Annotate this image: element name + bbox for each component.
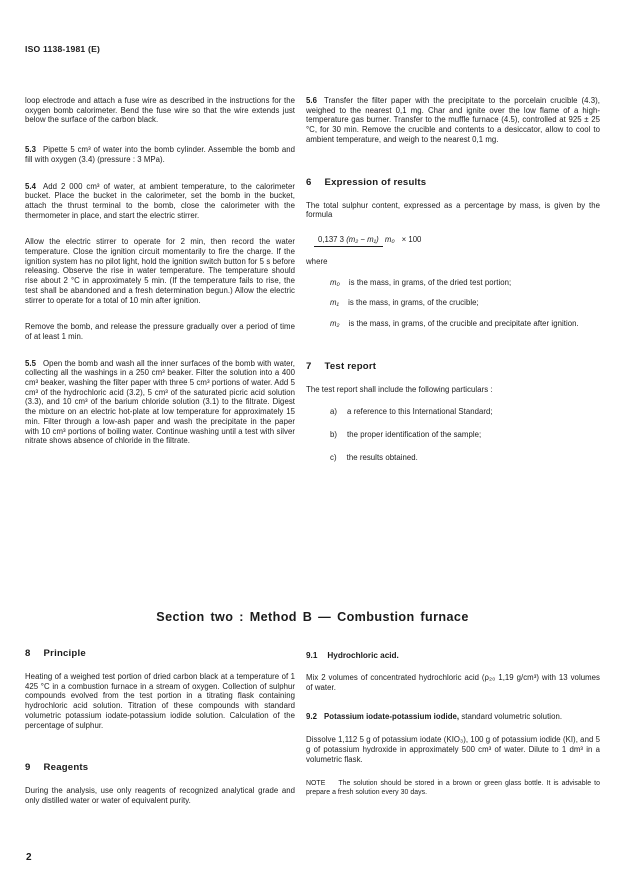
heading-reagents [25, 762, 295, 773]
formula-fraction [314, 235, 395, 244]
clause-number: 5.5 [25, 358, 36, 368]
note-paragraph [306, 780, 600, 797]
section-two-title: Section two : Method B — Combustion furnace [156, 610, 469, 624]
heading-number: 9 [25, 762, 31, 774]
clause-text: Add 2 000 cm³ of water, at ambient temperature, to the calorimeter bucket. Place the bucket in the calorimeter, set the bomb in the bucket, attach the thrust terminal to the bomb, close the calorimeter with the thermometer in place, and start the electric stirrer. [25, 181, 295, 220]
list-text: the results obtained. [346, 452, 418, 462]
report-item-a [306, 407, 600, 417]
formula-numerator-vars: (m₂ − m₁) [346, 234, 379, 244]
paragraph-principle: Heating of a weighed test portion of dried carbon black at a temperature of 1 425 °C in a combustion furnace in a stream of oxygen. Collection of sulphur compounds evolved from the test portion in a titrating flask containing hydrochloric acid solution. Titration of these compounds with standard volumetric potassium iodate-potassium iodide solution. Calculation of the percentage of sulphur. [25, 672, 295, 730]
paragraph-formula-intro: The total sulphur content, expressed as a percentage by mass, is given by the formula [306, 200, 600, 220]
clause-number: 5.3 [25, 145, 36, 155]
paragraph-continuation: loop electrode and attach a fuse wire as described in the instructions for the oxygen bomb calorimeter. Bend the fuse wire so that the wire extends just below the surface of the carbon black. [25, 96, 295, 125]
heading-title: Principle [43, 648, 86, 659]
heading-potassium-iodate [306, 712, 600, 722]
section-one-right-column [306, 96, 600, 596]
definition-text: is the mass, in grams, of the crucible; [348, 298, 479, 308]
heading-principle [25, 648, 295, 659]
clause-text: Transfer the filter paper with the precipitate to the porcelain crucible (4.3), weighed to the nearest 0,1 mg. Char and ignite over the low flame of a high-temperature gas burner. Transfer to the muffle furnace (4.5), controlled at 925 ± 25 °C, for 30 min. Remove the crucible and contents to a desiccator, allow to cool to ambient temperature, and weigh to the nearest 0,1 mg. [306, 96, 600, 144]
note-label: NOTE [306, 780, 326, 788]
list-marker: b) [330, 430, 338, 440]
heading-hydrochloric-acid [306, 651, 600, 660]
clause-text: Open the bomb and wash all the inner surfaces of the bomb with water, collecting all the washings in a 250 cm³ beaker. Filter the solution into a 400 cm³ beaker, washing the filter paper with three 5 cm³ portions of water. Add 5 cm³ of the hydrochloric acid (3.2), 5 cm³ of the saturated picric acid solution (3.3), and 10 cm³ of the barium chloride solution (3.1) to the filtrate. Digest the mixture on an electric hot-plate at low temperature for approximately 15 min. Filter through a low-ash paper and wash the precipitate in the paper with 10 cm³ portions of boiling water. Continue washing until a test with silver nitrate shows absence of chloride in the filtrate. [25, 358, 295, 446]
note-text: The solution should be stored in a brown or green glass bottle. It is advisable to prepare a fresh solution every 30 days. [306, 780, 600, 796]
heading-title: Reagents [43, 762, 89, 774]
paragraph-5-6 [306, 96, 600, 145]
paragraph-test-report-intro: The test report shall include the following particulars : [306, 384, 493, 394]
paragraph-allow-stirrer: Allow the electric stirrer to operate for 2 min, then record the water temperature. Close the ignition circuit momentarily to fire the charge. If the ignition system has no pilot light, hold the ignition switch button for 5 s before releasing. Observe the rise in water temperature. The temperature should rise about 2 °C in approximately 5 min. (If the temperature fails to rise, the test shall be abandoned and a fresh determination begun.) Allow the electric stirrer to operate for a total of 10 min after ignition. [25, 237, 295, 305]
list-marker: c) [330, 452, 337, 462]
where-label: where [306, 256, 328, 266]
symbol-m0: m₀ [330, 277, 340, 287]
definition-m2 [306, 319, 600, 329]
report-item-c [306, 453, 600, 463]
page-number: 2 [26, 852, 32, 863]
section-one-columns [25, 96, 600, 596]
report-item-b [306, 430, 600, 440]
heading-title-bold: Potassium iodate-potassium iodide, [324, 712, 460, 722]
sulphur-content-formula [314, 235, 600, 244]
definition-m0 [306, 278, 600, 288]
definition-text: is the mass, in grams, of the dried test portion; [348, 277, 512, 287]
list-text: the proper identification of the sample; [347, 430, 482, 440]
formula-denominator: m₀ [384, 234, 395, 244]
paragraph-9-1: Mix 2 volumes of concentrated hydrochloric acid (ρ₂₀ 1,19 g/cm³) with 13 volumes of water. [306, 673, 600, 692]
symbol-m2: m₂ [330, 319, 340, 329]
list-text: a reference to this International Standard; [347, 407, 493, 417]
heading-number: 9.1 [306, 651, 318, 660]
heading-title-rest: standard volumetric solution. [461, 712, 563, 722]
paragraph-remove-bomb: Remove the bomb, and release the pressure gradually over a period of time of at least 1 min. [25, 322, 295, 341]
paragraph-reagents: During the analysis, use only reagents of recognized analytical grade and only distilled water or water of equivalent purity. [25, 786, 295, 805]
section-two-columns [25, 648, 600, 806]
definition-m1 [306, 298, 600, 308]
heading-expression-of-results [306, 177, 600, 188]
definition-text: is the mass, in grams, of the crucible and precipitate after ignition. [348, 319, 579, 329]
section-one-left-column [25, 96, 295, 596]
formula-numerator [314, 235, 383, 247]
clause-number: 5.4 [25, 181, 36, 191]
paragraph-9-2: Dissolve 1,112 5 g of potassium iodate (KIO₃), 100 g of potassium iodide (KI), and 5 g of potassium hydroxide in approximately 500 cm³ of water. Dilute to 1 dm³ in a volumetric flask. [306, 735, 600, 764]
heading-title: Expression of results [324, 176, 427, 188]
heading-number: 8 [25, 648, 31, 659]
section-two-left-column [25, 648, 295, 806]
heading-number: 6 [306, 176, 312, 188]
paragraph-5-3 [25, 145, 295, 164]
document-reference: ISO 1138-1981 (E) [25, 44, 101, 54]
clause-text: Pipette 5 cm³ of water into the bomb cylinder. Assemble the bomb and fill with oxygen (3.4) (pressure : 3 MPa). [25, 145, 295, 164]
section-two-right-column [306, 648, 600, 806]
formula-factor: 0,137 3 [318, 234, 345, 244]
heading-number: 7 [306, 360, 312, 372]
paragraph-5-4 [25, 182, 295, 221]
formula-multiplier: × 100 [401, 234, 422, 244]
heading-number: 9.2 [306, 712, 317, 722]
paragraph-5-5 [25, 359, 295, 446]
heading-title: Test report [324, 360, 377, 372]
heading-test-report [306, 361, 600, 372]
list-marker: a) [330, 407, 338, 417]
heading-title: Hydrochloric acid. [327, 651, 399, 660]
symbol-m1: m₁ [330, 298, 340, 308]
clause-number: 5.6 [306, 96, 317, 105]
